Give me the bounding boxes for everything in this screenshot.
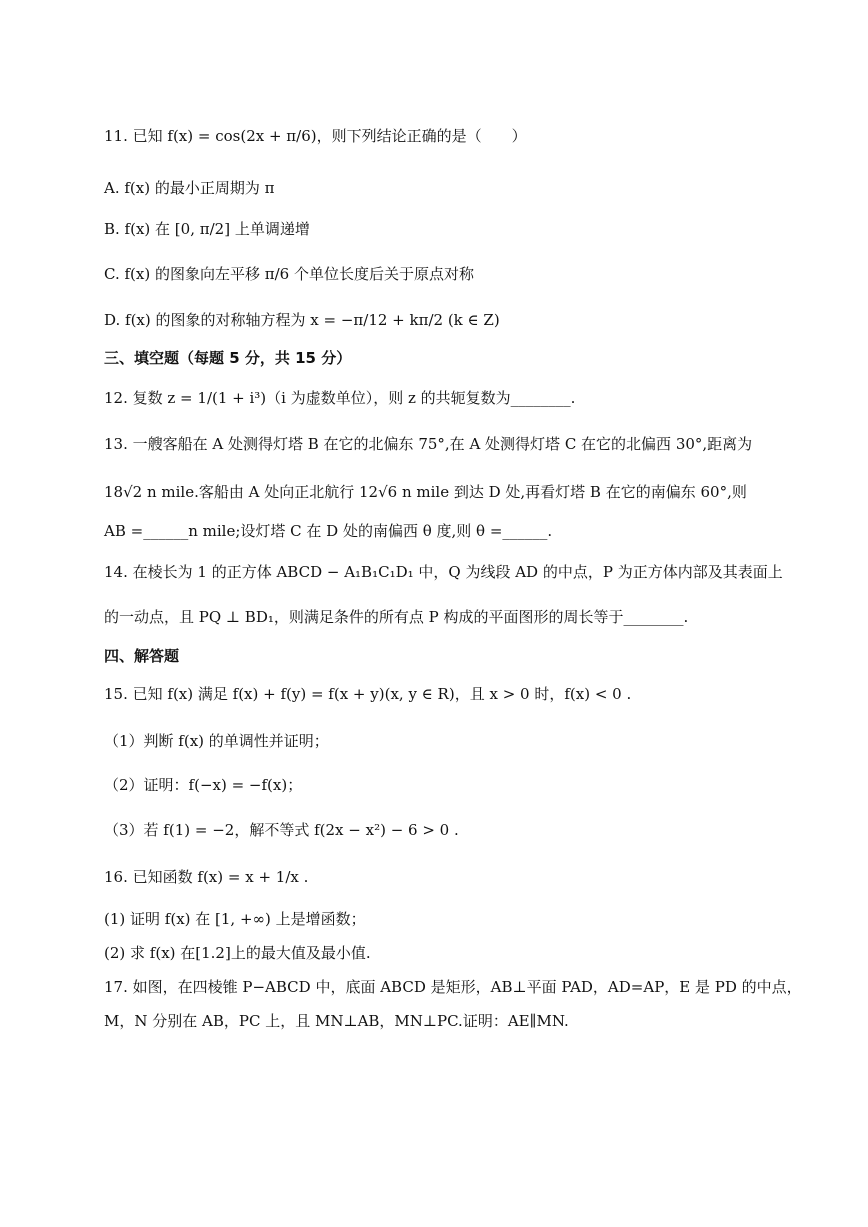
- question-16: 16. 已知函数 f(x) = x + 1/x .: [104, 868, 309, 886]
- section-4-heading: 四、解答题: [104, 647, 180, 665]
- question-15: 15. 已知 f(x) 满足 f(x) + f(y) = f(x + y)(x, y ∈ R)，且 x > 0 时，f(x) < 0 .: [104, 685, 632, 703]
- question-11-option-c: C. f(x) 的图象向左平移 π/6 个单位长度后关于原点对称: [104, 265, 474, 283]
- question-11-option-b: B. f(x) 在 [0, π/2] 上单调递增: [104, 220, 310, 238]
- question-16-part-1: (1) 证明 f(x) 在 [1, +∞) 上是增函数；: [104, 910, 366, 928]
- question-11: 11. 已知 f(x) = cos(2x + π/6)，则下列结论正确的是（ ）: [104, 127, 527, 145]
- question-13-line-3: AB =______n mile;设灯塔 C 在 D 处的南偏西 θ 度,则 θ =______.: [104, 522, 553, 540]
- question-13-line-1: 13. 一艘客船在 A 处测得灯塔 B 在它的北偏东 75°,在 A 处测得灯塔 C 在它的北偏西 30°,距离为: [104, 435, 753, 453]
- question-13-line-2: 18√2 n mile.客船由 A 处向正北航行 12√6 n mile 到达 D 处,再看灯塔 B 在它的南偏东 60°,则: [104, 483, 747, 501]
- question-16-part-2: (2) 求 f(x) 在[1.2]上的最大值及最小值.: [104, 944, 371, 962]
- question-15-part-1: （1）判断 f(x) 的单调性并证明；: [104, 732, 329, 750]
- question-15-part-3: （3）若 f(1) = −2，解不等式 f(2x − x²) − 6 > 0 .: [104, 821, 459, 839]
- question-11-option-a: A. f(x) 的最小正周期为 π: [104, 179, 275, 197]
- question-17-line-1: 17. 如图，在四棱锥 P−ABCD 中，底面 ABCD 是矩形，AB⊥平面 PAD，AD=AP，E 是 PD 的中点，: [104, 978, 802, 996]
- question-17-line-2: M，N 分别在 AB，PC 上，且 MN⊥AB，MN⊥PC.证明：AE∥MN.: [104, 1012, 569, 1030]
- question-15-part-2: （2）证明：f(−x) = −f(x)；: [104, 776, 303, 794]
- section-3-heading: 三、填空题（每题 5 分，共 15 分）: [104, 349, 352, 367]
- question-14-line-1: 14. 在棱长为 1 的正方体 ABCD − A₁B₁C₁D₁ 中，Q 为线段 AD 的中点，P 为正方体内部及其表面上: [104, 563, 783, 581]
- question-12: 12. 复数 z = 1/(1 + i³)（i 为虚数单位），则 z 的共轭复数为________.: [104, 389, 576, 407]
- question-11-option-d: D. f(x) 的图象的对称轴方程为 x = −π/12 + kπ/2 (k ∈ Z): [104, 311, 500, 329]
- question-14-line-2: 的一动点，且 PQ ⊥ BD₁，则满足条件的所有点 P 构成的平面图形的周长等于________.: [104, 608, 689, 626]
